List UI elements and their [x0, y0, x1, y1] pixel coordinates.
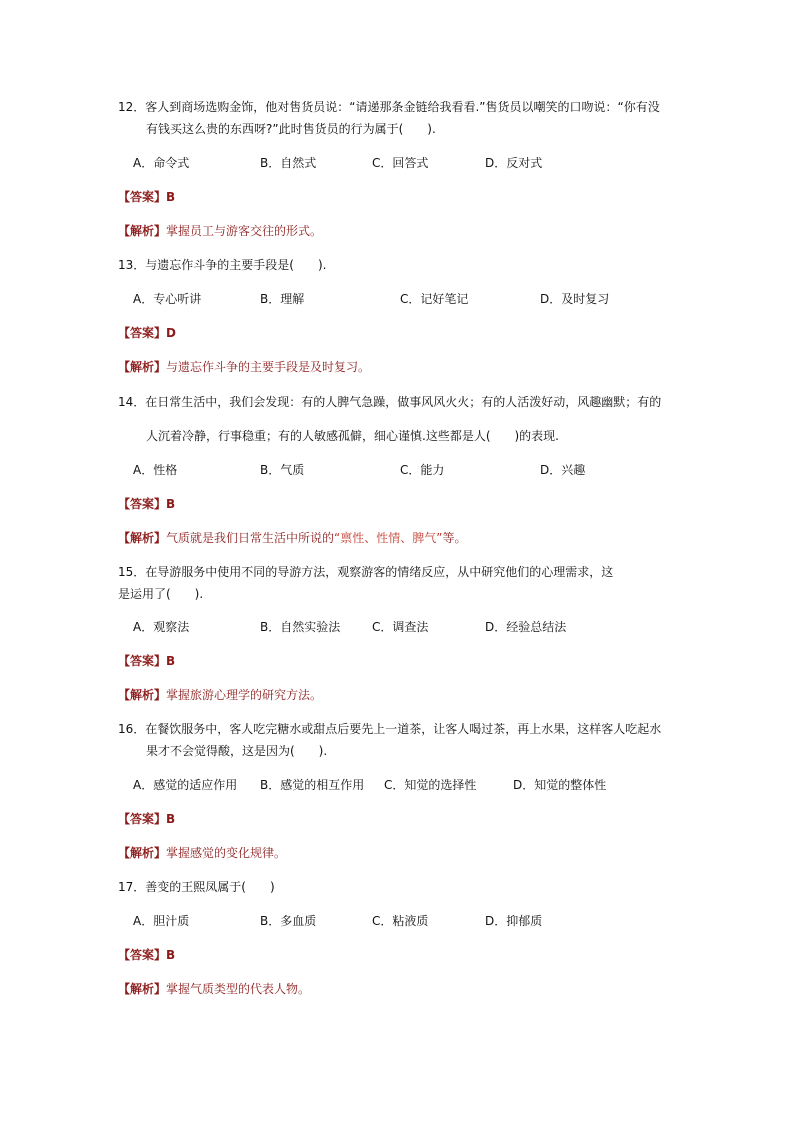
question-12-stem-line2: 有钱买这么贵的东西呀?”此时售货员的行为属于( ). — [146, 122, 436, 136]
question-17-option-a: A．胆汁质 — [133, 914, 190, 928]
question-12-option-c: C．回答式 — [372, 156, 429, 170]
question-14-stem-line1: 14．在日常生活中，我们会发现：有的人脾气急躁，做事风风火火；有的人活泼好动，风趣幽默；有的 — [118, 395, 662, 409]
question-15-explanation: 【解析】掌握旅游心理学的研究方法。 — [118, 688, 323, 702]
question-15-stem-line2: 是运用了( ). — [118, 587, 204, 601]
question-14-option-c: C．能力 — [400, 463, 445, 477]
question-17-stem: 17．善变的王熙凤属于( ) — [118, 880, 275, 894]
question-16-option-d: D．知觉的整体性 — [513, 778, 607, 792]
question-17-explanation: 【解析】掌握气质类型的代表人物。 — [118, 982, 311, 996]
question-16-stem-line1: 16．在餐饮服务中，客人吃完糖水或甜点后要先上一道茶，让客人喝过茶，再上水果，这样客人吃起水 — [118, 722, 662, 736]
question-14-explanation: 【解析】气质就是我们日常生活中所说的“禀性、性情、脾气”等。 — [118, 531, 467, 545]
question-15-option-a: A．观察法 — [133, 620, 190, 634]
question-15-option-c: C．调查法 — [372, 620, 429, 634]
question-13-option-a: A．专心听讲 — [133, 292, 202, 306]
question-14-answer: 【答案】B — [118, 497, 176, 511]
question-12-explanation: 【解析】掌握员工与游客交往的形式。 — [118, 224, 323, 238]
question-13-answer: 【答案】D — [118, 326, 176, 340]
question-14-option-a: A．性格 — [133, 463, 178, 477]
question-16-explanation: 【解析】掌握感觉的变化规律。 — [118, 846, 287, 860]
question-16-option-a: A．感觉的适应作用 — [133, 778, 238, 792]
question-16-stem-line2: 果才不会觉得酸，这是因为( ). — [146, 744, 328, 758]
question-16-option-c: C．知觉的选择性 — [384, 778, 477, 792]
question-13-option-d: D．及时复习 — [540, 292, 610, 306]
question-14-option-d: D．兴趣 — [540, 463, 586, 477]
question-15-option-b: B．自然实验法 — [260, 620, 341, 634]
question-12-option-d: D．反对式 — [485, 156, 543, 170]
question-13-explanation: 【解析】与遗忘作斗争的主要手段是及时复习。 — [118, 360, 371, 374]
question-17-answer: 【答案】B — [118, 948, 176, 962]
question-15-stem-line1: 15．在导游服务中使用不同的导游方法，观察游客的情绪反应，从中研究他们的心理需求，这 — [118, 565, 614, 579]
question-13-option-b: B．理解 — [260, 292, 305, 306]
question-16-option-b: B．感觉的相互作用 — [260, 778, 365, 792]
question-16-answer: 【答案】B — [118, 812, 176, 826]
question-15-option-d: D．经验总结法 — [485, 620, 567, 634]
question-14-option-b: B．气质 — [260, 463, 305, 477]
question-14-stem-line2: 人沉着冷静，行事稳重；有的人敏感孤僻，细心谨慎.这些都是人( )的表现. — [146, 429, 559, 443]
question-12-stem-line1: 12．客人到商场选购金饰，他对售货员说：“请递那条金链给我看看.”售货员以嘲笑的口吻说：“你有没 — [118, 100, 660, 114]
question-12-answer: 【答案】B — [118, 190, 176, 204]
question-13-option-c: C．记好笔记 — [400, 292, 469, 306]
question-12-option-a: A．命令式 — [133, 156, 190, 170]
question-17-option-c: C．粘液质 — [372, 914, 429, 928]
question-17-option-b: B．多血质 — [260, 914, 317, 928]
question-12-option-b: B．自然式 — [260, 156, 317, 170]
question-15-answer: 【答案】B — [118, 654, 176, 668]
question-17-option-d: D．抑郁质 — [485, 914, 543, 928]
question-13-stem: 13．与遗忘作斗争的主要手段是( ). — [118, 258, 327, 272]
